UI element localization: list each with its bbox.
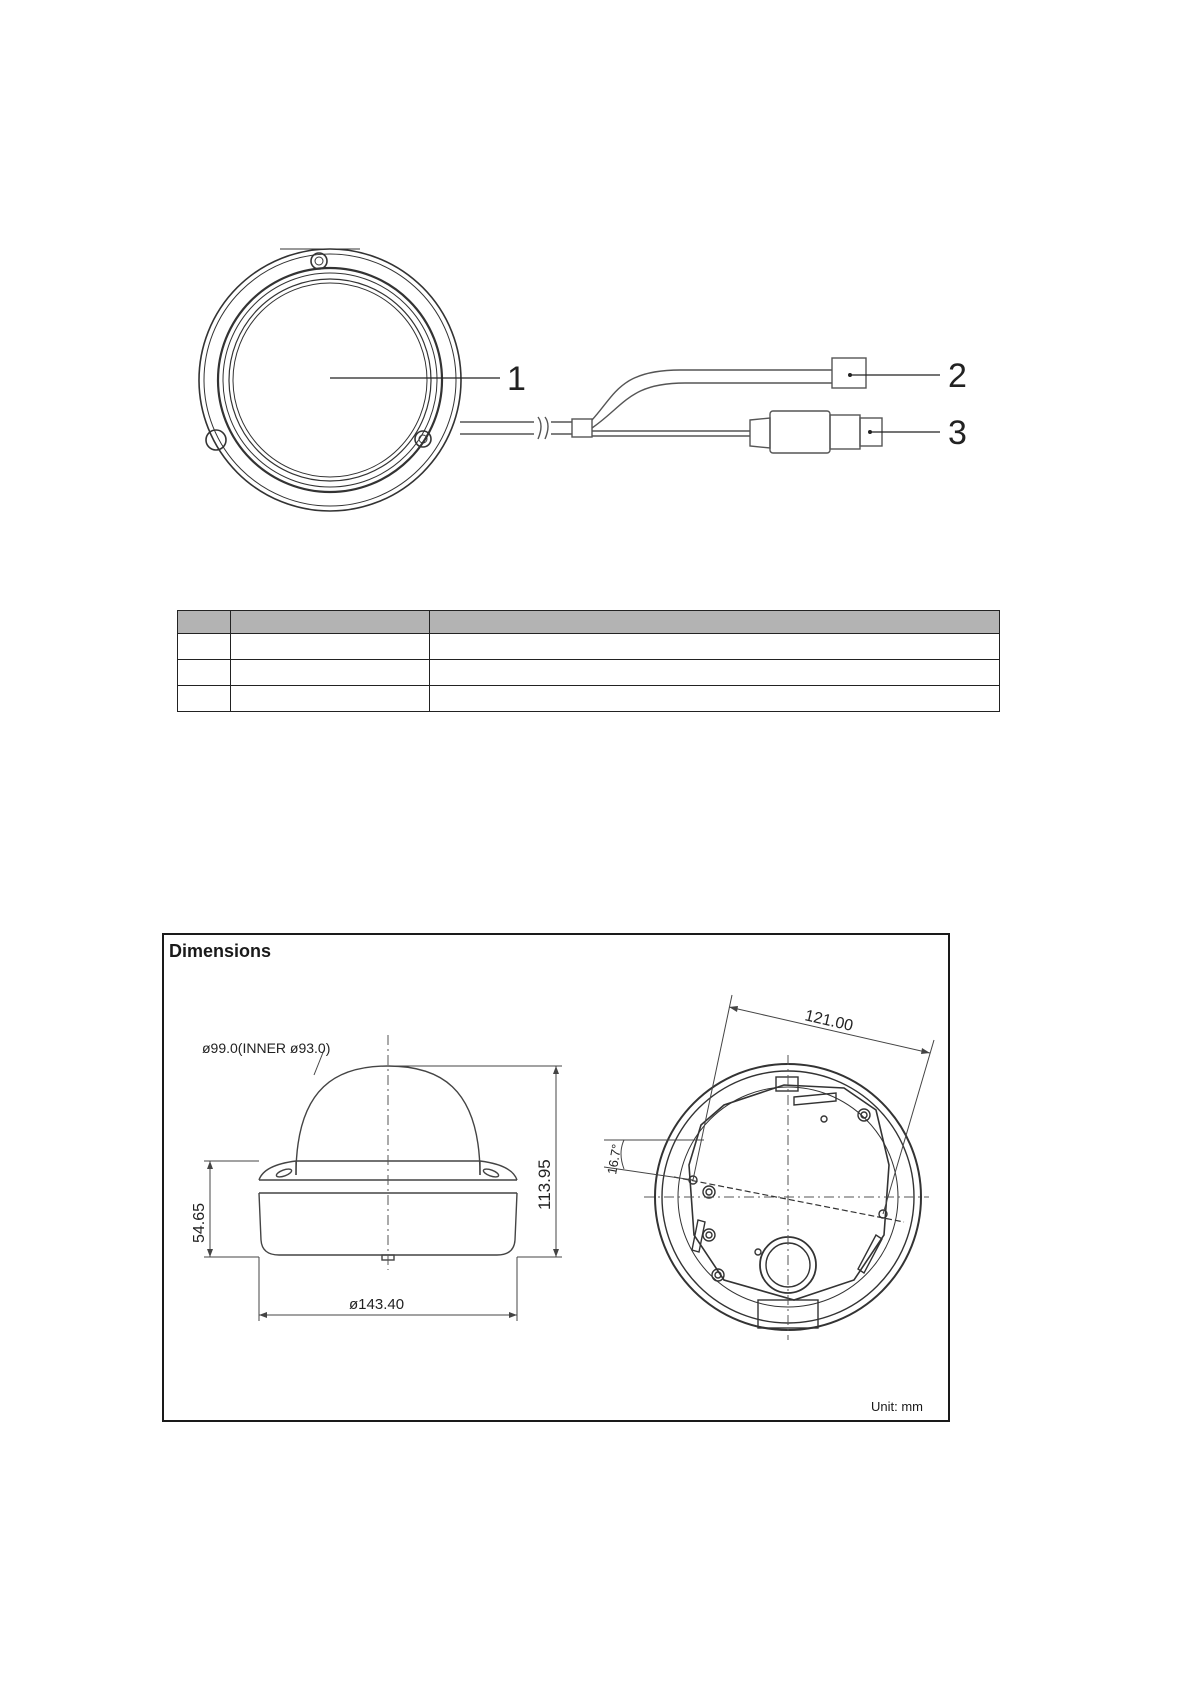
callout-2-label: 2 [948, 357, 967, 395]
base-height-label: 54.65 [191, 1202, 208, 1243]
table-cell [231, 660, 430, 686]
total-height-label: 113.95 [535, 1159, 554, 1210]
dimensions-drawing [164, 935, 948, 1420]
camera-front-view-figure [170, 235, 1000, 555]
table-cell [178, 634, 231, 660]
unit-label: Unit: mm [871, 1399, 923, 1414]
table-cell [430, 660, 1000, 686]
callout-1-label: 1 [507, 360, 526, 398]
table-header-cell [178, 611, 231, 634]
base-diameter-label: ø143.40 [349, 1296, 405, 1313]
table-cell [231, 686, 430, 712]
parts-table [177, 610, 1000, 712]
table-cell [178, 660, 231, 686]
table-header-row [178, 611, 1000, 634]
table-header-cell [231, 611, 430, 634]
table-row [178, 634, 1000, 660]
dimensions-panel [162, 933, 950, 1422]
table-row [178, 686, 1000, 712]
mount-angle-label: 16.7° [604, 1142, 625, 1176]
table-row [178, 660, 1000, 686]
dome-diameter-label: ø99.0(INNER ø93.0) [202, 1040, 331, 1056]
table-cell [231, 634, 430, 660]
table-header-cell [430, 611, 1000, 634]
callout-3-label: 3 [948, 414, 967, 452]
table-cell [178, 686, 231, 712]
dimensions-title: Dimensions [169, 941, 272, 961]
table-cell [430, 634, 1000, 660]
table-cell [430, 686, 1000, 712]
mount-width-label: 121.00 [803, 1007, 855, 1035]
